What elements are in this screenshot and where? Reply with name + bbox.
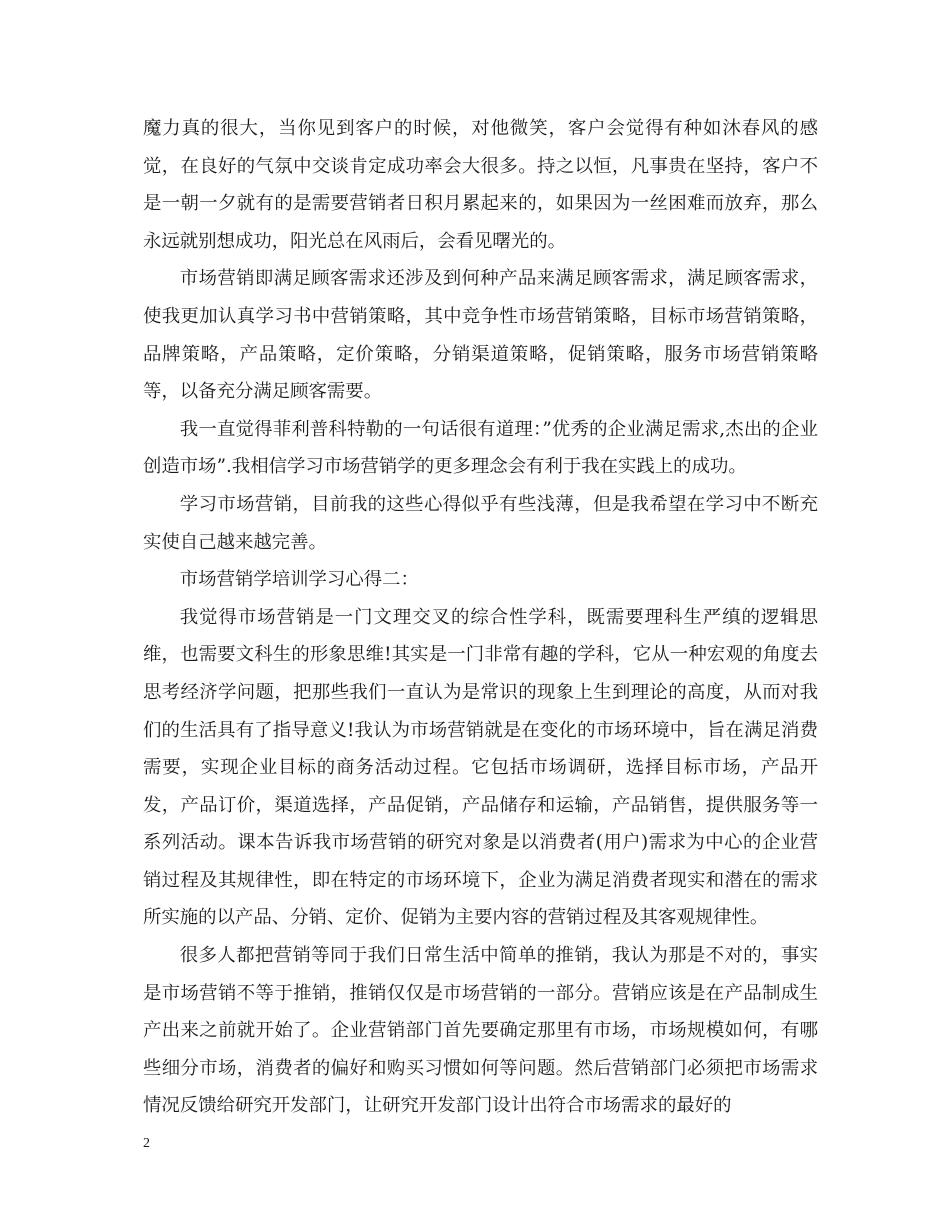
paragraph-5: 我觉得市场营销是一门文理交叉的综合性学科，既需要理科生严缜的逻辑思维，也需要文科生的形象思维!其实是一门非常有趣的学科，它从一种宏观的角度去思考经济学问题，把那些我们一直认为是常识的现象上生到理论的高度，从而对我们的生活具有了指导意义!我认为市场营销就是在变化的市场环境中，旨在满足消费需要，实现企业目标的商务活动过程。它包括市场调研，选择目标市场，产品开发，产品订价，渠道选择，产品促销，产品储存和运输，产品销售，提供服务等一系列活动。课本告诉我市场营销的研究对象是以消费者(用户)需求为中心的企业营销过程及其规律性，即在特定的市场环境下，企业为满足消费者现实和潜在的需求所实施的以产品、分销、定价、促销为主要内容的营销过程及其客观规律性。 [143, 606, 818, 929]
paragraph-2: 市场营销即满足顾客需求还涉及到何种产品来满足顾客需求，满足顾客需求，使我更加认真学习书中营销策略，其中竞争性市场营销策略，目标市场营销策略，品牌策略，产品策略，定价策略，分销渠道策略，促销策略，服务市场营销策略等，以备充分满足顾客需要。 [143, 268, 818, 403]
paragraph-4: 学习市场营销，目前我的这些心得似乎有些浅薄，但是我希望在学习中不断充实使自己越来越完善。 [143, 493, 818, 553]
page-number: 2 [143, 1136, 150, 1151]
paragraph-6: 很多人都把营销等同于我们日常生活中简单的推销，我认为那是不对的，事实是市场营销不等于推销，推销仅仅是市场营销的一部分。营销应该是在产品制成生产出来之前就开始了。企业营销部门首先要确定那里有市场，市场规模如何，有哪些细分市场，消费者的偏好和购买习惯如何等问题。然后营销部门必须把市场需求情况反馈给研究开发部门，让研究开发部门设计出符合市场需求的最好的 [143, 945, 818, 1117]
paragraph-3: 我一直觉得菲利普科特勒的一句话很有道理：”优秀的企业满足需求,杰出的企业创造市场”.我相信学习市场营销学的更多理念会有利于我在实践上的成功。 [143, 418, 818, 478]
section-heading: 市场营销学培训学习心得二： [179, 569, 419, 591]
document-body [143, 110, 818, 1125]
paragraph-1: 魔力真的很大，当你见到客户的时候，对他微笑，客户会觉得有种如沐春风的感觉，在良好的气氛中交谈肯定成功率会大很多。持之以恒，凡事贵在坚持，客户不是一朝一夕就有的是需要营销者日积月累起来的，如果因为一丝困难而放弃，那么永远就别想成功，阳光总在风雨后，会看见曙光的。 [143, 118, 818, 252]
